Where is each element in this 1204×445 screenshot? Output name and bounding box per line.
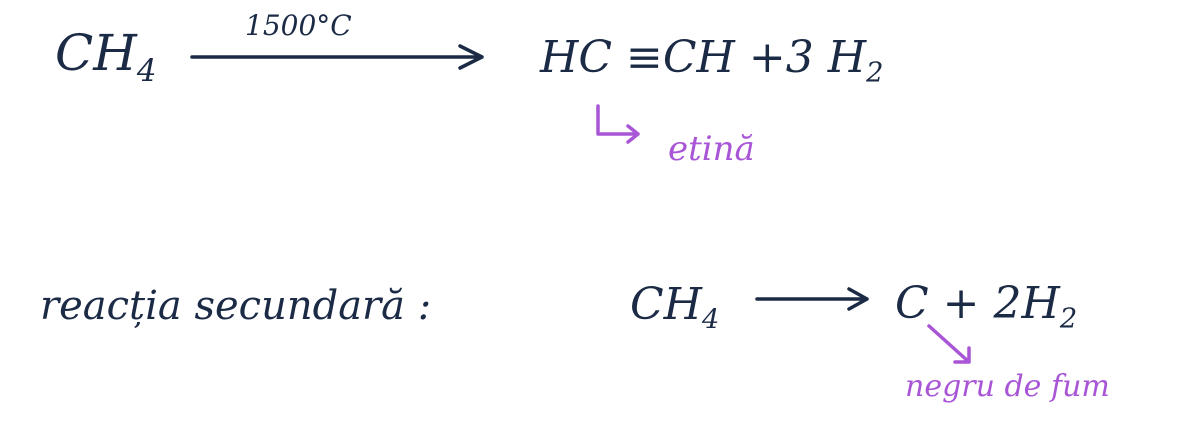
eq2-reactant-formula: CH <box>630 279 703 330</box>
eq2-label: reacția secundară : <box>40 283 432 329</box>
reaction-arrow-icon <box>190 40 490 74</box>
reaction-arrow-icon <box>755 284 875 314</box>
eq2-products-text: C + 2H <box>895 278 1060 329</box>
eq1-products-subscript: 2 <box>866 57 884 89</box>
eq2-reactant <box>630 279 720 336</box>
eq2-reactant-subscript: 4 <box>702 304 720 336</box>
eq1-reactant <box>55 24 157 89</box>
eq1-reactant-formula: CH <box>55 24 137 82</box>
eq1-reactant-subscript: 4 <box>136 52 157 89</box>
eq2-products-subscript: 2 <box>1059 303 1078 335</box>
annotation-pointer-arrow-icon <box>925 322 985 372</box>
eq1-condition: 1500°C <box>245 9 352 42</box>
eq1-annotation: etină <box>668 129 755 169</box>
eq2-annotation: negru de fum <box>905 369 1110 404</box>
annotation-hook-arrow-icon <box>590 100 650 150</box>
eq2-products <box>895 278 1078 335</box>
eq1-products <box>540 32 884 89</box>
eq1-products-text: HC ≡CH +3 H <box>540 32 867 83</box>
